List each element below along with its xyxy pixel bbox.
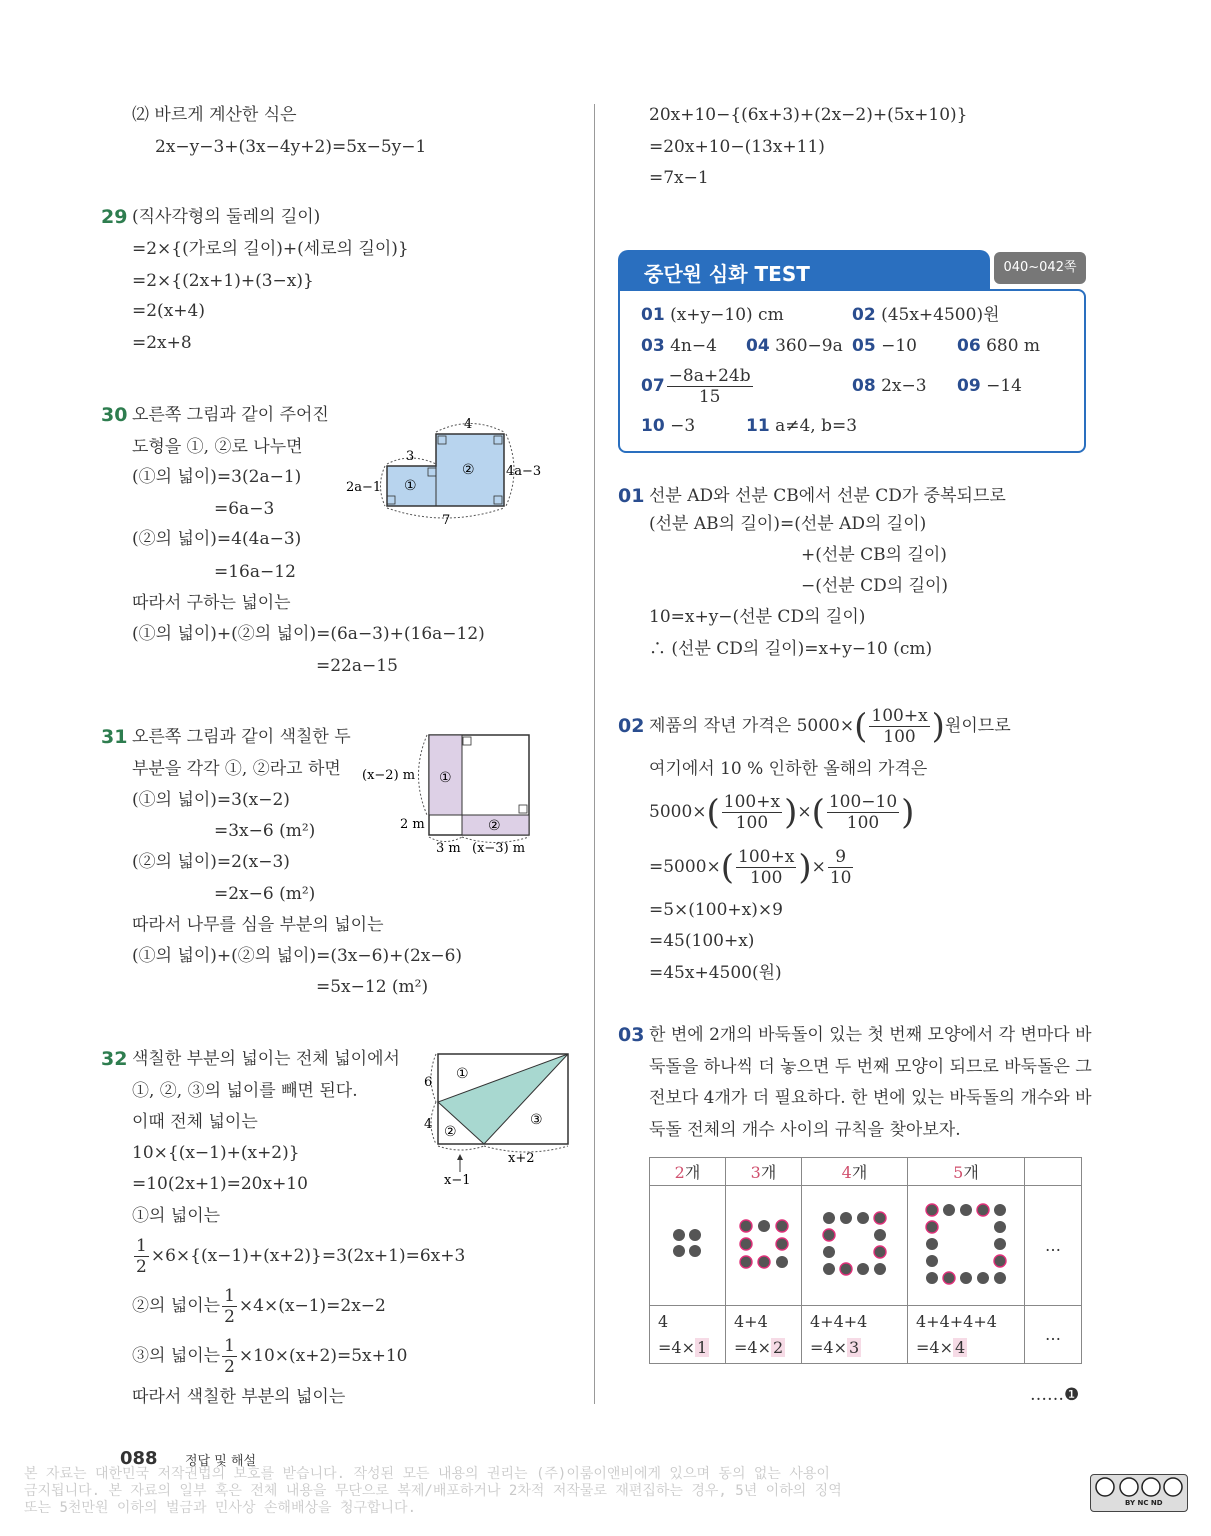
fig32-r2: ②: [444, 1124, 457, 1140]
s01-line: −(선분 CD의 길이): [801, 576, 949, 596]
right-top-line: =20x+10−(13x+11): [649, 137, 825, 157]
p32-line: 10×{(x−1)+(x+2)}: [132, 1143, 300, 1163]
continuation-mark: ……❶: [1030, 1385, 1080, 1405]
p29-line: (직사각형의 둘레의 길이): [132, 207, 321, 227]
p32-line: ①, ②, ③의 넓이를 빼면 된다.: [132, 1081, 358, 1101]
s02-line-1: 제품의 작년 가격은 5000×( $\frac{100+x}{100}$ )원이므로: [649, 706, 1011, 747]
fig32-r3: ③: [530, 1112, 543, 1128]
p30-line: (②의 넓이)=4(4a−3): [132, 529, 302, 549]
fig32-xm1: x−1: [444, 1173, 471, 1188]
answer-09: 09 −14: [957, 376, 1022, 396]
fig30-top: 4: [464, 417, 473, 432]
stones-icon: [736, 1216, 792, 1272]
stone-pattern-2: [650, 1186, 726, 1306]
answer-04: 04 360−9a: [746, 336, 843, 356]
fig31-r2: ②: [488, 818, 501, 834]
table-expr: 4+4 =4× 2: [726, 1306, 802, 1364]
test-box-pages: 040~042쪽: [994, 252, 1086, 284]
test-box-title: 중단원 심화 TEST: [618, 250, 990, 290]
s03-line: 전보다 4개가 더 필요하다. 한 변에 있는 바둑돌의 개수와 바: [649, 1088, 1092, 1108]
right-top-line: =7x−1: [649, 168, 709, 188]
table-expr: 4+4+4+4 =4× 4: [908, 1306, 1025, 1364]
fig32-six: 6: [424, 1075, 433, 1090]
cc-license-icon: BY NC ND: [1090, 1474, 1188, 1512]
p31-line: 오른쪽 그림과 같이 색칠한 두: [132, 727, 351, 747]
s02-line-3: 5000×( $\frac{100+x}{100}$ )×( $\frac{100-10}{100}$ ): [649, 792, 915, 833]
answer-02: 02 (45x+4500)원: [852, 305, 1000, 325]
s02-line-6: =45(100+x): [649, 931, 755, 951]
s03-line: 둑돌을 하나씩 더 놓으면 두 번째 모양이 되므로 바둑돌은 그: [649, 1057, 1092, 1077]
answer-06: 06 680 m: [957, 336, 1041, 356]
p31-figure: [358, 730, 548, 860]
p31-line: =3x−6 (m²): [214, 821, 316, 841]
s02-line-4: =5000×( $\frac{100+x}{100}$ )× $\frac{9}{10}$: [649, 847, 852, 888]
fig32-four: 4: [424, 1117, 433, 1132]
fig30-r2: ②: [462, 462, 475, 478]
p32-line-7: $\frac{1}{2}$ ×6×{(x−1)+(x+2)}=3(2x+1)=6x+3: [136, 1236, 466, 1277]
answer-08: 08 2x−3: [852, 376, 927, 396]
solution-03-number: 03: [618, 1024, 645, 1046]
p31-line: =2x−6 (m²): [214, 884, 316, 904]
p31-line: 부분을 각각 ①, ②라고 하면: [132, 759, 341, 779]
fig32-r1: ①: [456, 1066, 469, 1082]
p31-line: =5x−12 (m²): [316, 977, 429, 997]
answer-05: 05 −10: [852, 336, 917, 356]
p28-2-equation: 2x−y−3+(3x−4y+2)=5x−5y−1: [155, 137, 427, 157]
problem-29-number: 29: [101, 206, 128, 228]
p32-line: ①의 넓이는: [132, 1206, 221, 1226]
table-header: 5개: [908, 1158, 1025, 1186]
stones-icon: [924, 1202, 1008, 1286]
stones-icon: [819, 1208, 891, 1280]
answer-10: 10 −3: [641, 416, 696, 436]
s02-line-7: =45x+4500(원): [649, 963, 782, 983]
p29-line: =2×{(2x+1)+(3−x)}: [132, 271, 314, 291]
stones-icon: [668, 1224, 708, 1264]
stone-pattern-3: [726, 1186, 802, 1306]
s01-line: +(선분 CB의 길이): [801, 545, 947, 565]
column-divider: [594, 104, 595, 1404]
p32-line-8: ②의 넓이는 $\frac{1}{2}$ ×4×(x−1)=2x−2: [132, 1286, 386, 1327]
table-header: 2개: [650, 1158, 726, 1186]
half-fraction: $\frac{1}{2}$: [136, 1236, 147, 1277]
fig31-r1: ①: [439, 770, 452, 786]
right-top-line: 20x+10−{(6x+3)+(2x−2)+(5x+10)}: [649, 105, 968, 125]
problem-31-number: 31: [101, 726, 128, 748]
p31-line: (②의 넓이)=2(x−3): [132, 852, 290, 872]
fig31-botleft: 3 m: [436, 841, 461, 856]
s01-line: 10=x+y−(선분 CD의 길이): [649, 607, 866, 627]
p32-line: 색칠한 부분의 넓이는 전체 넓이에서: [132, 1049, 400, 1069]
answer-01: 01 (x+y−10) cm: [641, 305, 784, 325]
problem-32-number: 32: [101, 1048, 128, 1070]
p30-line: (①의 넓이)=3(2a−1): [132, 467, 302, 487]
answer-07: 07 $\frac{-8a+24b}{15}$: [641, 366, 751, 407]
table-header: 3개: [726, 1158, 802, 1186]
p30-line: =6a−3: [214, 499, 275, 519]
p31-line: (①의 넓이)+(②의 넓이)=(3x−6)+(2x−6): [132, 946, 463, 966]
half-fraction: $\frac{1}{2}$: [224, 1286, 235, 1327]
p30-line: 오른쪽 그림과 같이 주어진: [132, 405, 329, 425]
p30-line: =16a−12: [214, 562, 296, 582]
fig30-leftside: 2a−1: [346, 480, 382, 495]
table-ellipsis: …: [1025, 1306, 1082, 1364]
s03-line: 둑돌 전체의 개수 사이의 규칙을 찾아보자.: [649, 1120, 961, 1140]
s01-line: 선분 AD와 선분 CB에서 선분 CD가 중복되므로: [649, 486, 1006, 506]
p29-line: =2x+8: [132, 333, 192, 353]
p28-2-label: ⑵ 바르게 계산한 식은: [132, 105, 297, 125]
s01-line: (선분 AB의 길이)=(선분 AD의 길이): [649, 514, 927, 534]
footer-label: 정답 및 해설: [185, 1454, 257, 1469]
answer-11: 11 a≠4, b=3: [746, 416, 858, 436]
stone-pattern-5: [908, 1186, 1025, 1306]
fig31-botright: (x−3) m: [472, 841, 526, 856]
half-fraction: $\frac{1}{2}$: [224, 1336, 235, 1377]
p30-line: =22a−15: [316, 656, 398, 676]
solution-02-number: 02: [618, 715, 645, 737]
fig32-xp2: x+2: [508, 1151, 535, 1166]
p32-line-9: ③의 넓이는 $\frac{1}{2}$ ×10×(x+2)=5x+10: [132, 1336, 408, 1377]
p29-line: =2(x+4): [132, 301, 205, 321]
fig31-lefttop: (x−2) m: [362, 768, 416, 783]
table-expr: 4 =4× 1: [650, 1306, 726, 1364]
p32-line: 이때 전체 넓이는: [132, 1112, 258, 1132]
p30-line: 도형을 ①, ②로 나누면: [132, 437, 303, 457]
p32-line: 따라서 색칠한 부분의 넓이는: [132, 1387, 346, 1407]
p30-line: (①의 넓이)+(②의 넓이)=(6a−3)+(16a−12): [132, 624, 485, 644]
fig30-rightside: 4a−3: [506, 464, 542, 479]
table-ellipsis: …: [1025, 1186, 1082, 1306]
p30-line: 따라서 구하는 넓이는: [132, 593, 291, 613]
answer-03: 03 4n−4: [641, 336, 717, 356]
s02-line-5: =5×(100+x)×9: [649, 900, 783, 920]
p32-line: =10(2x+1)=20x+10: [132, 1174, 308, 1194]
p30-figure: [340, 410, 560, 530]
p29-line: =2×{(가로의 길이)+(세로의 길이)}: [132, 239, 409, 259]
table-expr: 4+4+4 =4× 3: [802, 1306, 908, 1364]
s02-line-2: 여기에서 10 % 인하한 올해의 가격은: [649, 759, 928, 779]
s01-line: ∴ (선분 CD의 길이)=x+y−10 (cm): [649, 639, 933, 659]
pattern-table: [649, 1157, 1082, 1364]
page-number: 088: [120, 1448, 158, 1469]
p32-figure: [414, 1050, 574, 1190]
fig31-leftbot: 2 m: [400, 817, 425, 832]
copyright-notice: 본 자료는 대한민국 저작권법의 보호를 받습니다. 작성된 모든 내용의 권리는 (주)이룸이앤비에게 있으며 동의 없는 사용이 금지됩니다. 본 자료의 일부 혹은 전체 내용을 무단으로 복제/배포하거나 2차적 저작물로 재편집하는 경우, 5년 이하의 징역 또는 5천만원 이하의 벌금과 민사상 손해배상을 청구합니다.: [24, 1466, 842, 1516]
table-header: 4개: [802, 1158, 908, 1186]
p31-line: 따라서 나무를 심을 부분의 넓이는: [132, 915, 384, 935]
s03-line: 한 변에 2개의 바둑돌이 있는 첫 번째 모양에서 각 변마다 바: [649, 1025, 1092, 1045]
solution-01-number: 01: [618, 485, 645, 507]
fig30-bottom: 7: [442, 513, 451, 528]
stone-pattern-4: [802, 1186, 908, 1306]
p31-line: (①의 넓이)=3(x−2): [132, 790, 290, 810]
fig30-leftsmall: 3: [406, 449, 415, 464]
fig30-r1: ①: [404, 478, 417, 494]
problem-30-number: 30: [101, 404, 128, 426]
